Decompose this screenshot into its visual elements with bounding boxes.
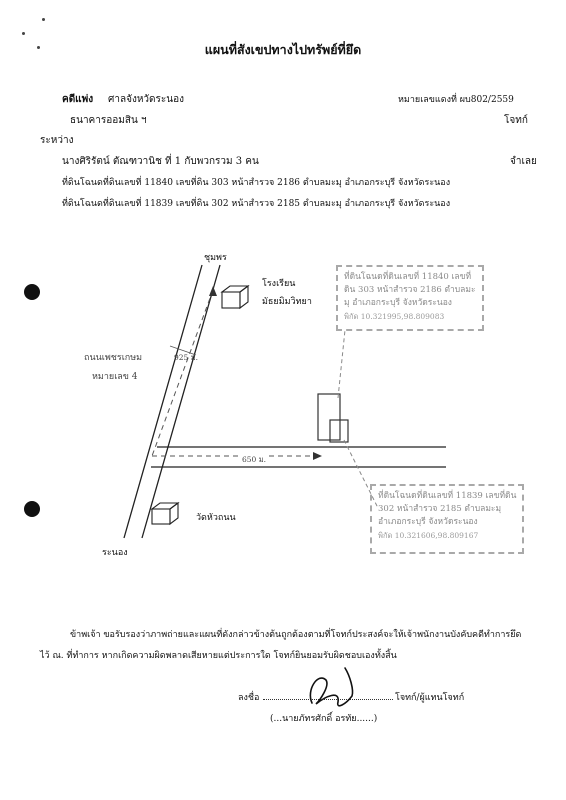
court-label: คดีแพ่ง [62, 94, 94, 105]
plot-11840-coordinates: พิกัด 10.321995,98.809083 [344, 312, 445, 321]
plot-11839-info-line: ที่ดินโฉนดที่ดินเลขที่ 11839 เลขที่ดิน [378, 491, 517, 501]
map-school-line2: มัธยมิมวิทยา [262, 297, 312, 307]
map-school-line1: โรงเรียน [262, 279, 296, 289]
defendant-role: จำเลย [510, 156, 537, 167]
property-line-1: ที่ดินโฉนดที่ดินเลขที่ 11840 เลขที่ดิน 303 หน้าสำรวจ 2186 ตำบลมะมุ อำเภอกระบุรี จังหวัดระนอง [62, 178, 451, 188]
map-south-label: ระนอง [102, 548, 128, 558]
map-road-number: หมายเลข 4 [92, 372, 138, 382]
plot-11839-info-line: 302 หน้าสำรวจ 2185 ตำบลมะมุ [378, 504, 502, 514]
court-name: ศาลจังหวัดระนอง [108, 94, 185, 105]
map-distance-highway: 925 ม. [174, 353, 199, 362]
case-number: หมายเลขแดงที่ ผบ802/2559 [398, 95, 514, 105]
signature-label: ลงชื่อ [238, 693, 260, 703]
signer-name: (...นายภัทรศักดิ์ อรทัย......) [270, 714, 378, 724]
signature-stroke [310, 668, 352, 706]
plot-11839-info-line: อำเภอกระบุรี จังหวัดระนอง [378, 517, 478, 527]
map-north-label: ชุมพร [204, 253, 227, 263]
certification-line-2: ไว้ ณ. ที่ทำการ หากเกิดความผิดพลาดเสียหายแต่ประการใด โจทก์ยินยอมรับผิดชอบเองทั้งสิ้น [40, 651, 397, 661]
map-temple-label: วัดหัวถนน [196, 513, 236, 523]
map-distance-side: 650 ม. [242, 455, 267, 464]
plot-11840-info-line: ที่ดินโฉนดที่ดินเลขที่ 11840 เลขที่ [344, 272, 472, 282]
plot-11840-info-line: ดิน 303 หน้าสำรวจ 2186 ตำบลมะ [344, 285, 476, 295]
certification-line-1: ข้าพเจ้า ขอรับรองว่าภาพถ่ายและแผนที่ดังกล่าวข้างต้นถูกต้องตามที่โจทก์ประสงค์จะให้เจ้าพนักงานบังคับคดีทำการยึด [70, 630, 522, 640]
plaintiff-name: ธนาคารออมสิน ฯ [70, 115, 147, 126]
plot-11840-info-line: มุ อำเภอกระบุรี จังหวัดระนอง [344, 298, 452, 308]
defendant-name: นางศิริรัตน์ ตัณฑวานิช ที่ 1 กับพวกรวม 3 คน [62, 156, 259, 167]
between-label: ระหว่าง [40, 135, 74, 146]
plaintiff-role: โจทก์ [504, 115, 528, 126]
document-title: แผนที่สังเขปทางไปทรัพย์ที่ยึด [204, 42, 362, 57]
plot-11839-coordinates: พิกัด 10.321606,98.809167 [378, 531, 479, 540]
signer-role: โจทก์/ผู้แทนโจทก์ [395, 693, 465, 703]
map-road-name: ถนนเพชรเกษม [84, 353, 143, 363]
property-line-2: ที่ดินโฉนดที่ดินเลขที่ 11839 เลขที่ดิน 302 หน้าสำรวจ 2185 ตำบลมะมุ อำเภอกระบุรี จังหวัดระนอง [62, 199, 451, 209]
